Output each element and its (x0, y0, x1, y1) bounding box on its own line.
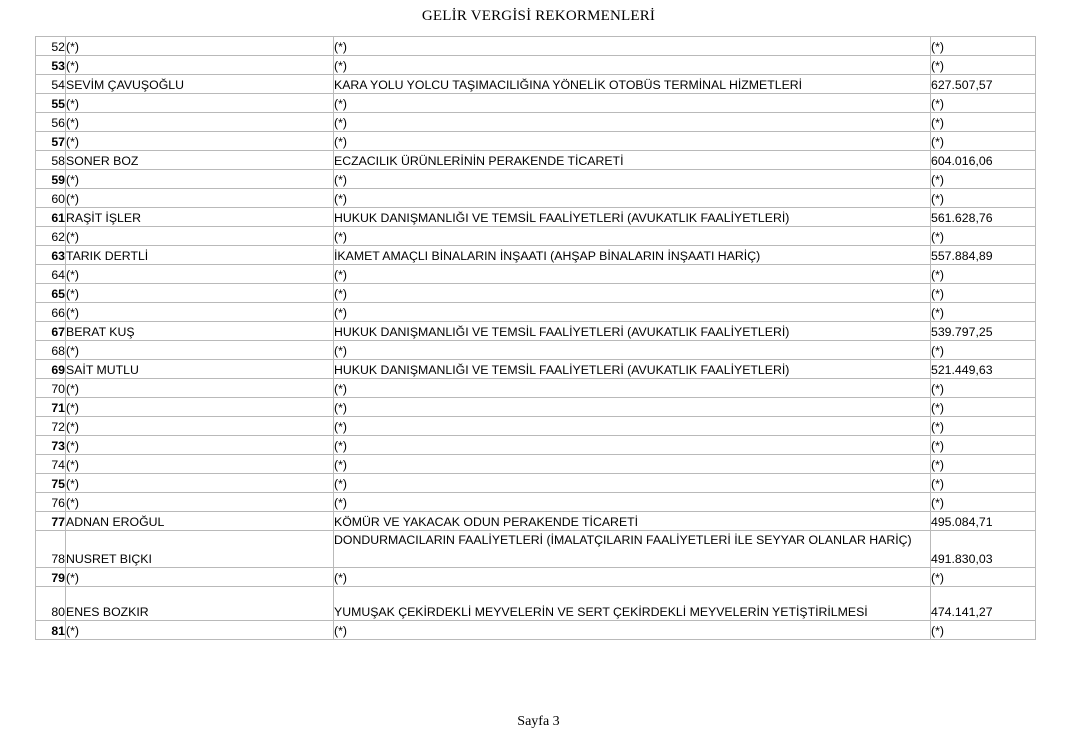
activity-description-cell: (*) (334, 56, 931, 75)
taxpayer-name-cell: TARIK DERTLİ (66, 246, 334, 265)
row-number-cell: 54 (36, 75, 66, 94)
taxpayer-name-cell: (*) (66, 303, 334, 322)
taxpayer-name-cell: ADNAN EROĞUL (66, 512, 334, 531)
activity-description-cell: HUKUK DANIŞMANLIĞI VE TEMSİL FAALİYETLERİ (AVUKATLIK FAALİYETLERİ) (334, 360, 931, 379)
row-number-cell: 59 (36, 170, 66, 189)
tax-amount-cell: (*) (931, 284, 1036, 303)
activity-description-cell: (*) (334, 265, 931, 284)
taxpayer-name-cell: RAŞİT İŞLER (66, 208, 334, 227)
row-number-cell: 62 (36, 227, 66, 246)
row-number-cell: 76 (36, 493, 66, 512)
table-row (36, 265, 1036, 284)
table-row (36, 322, 1036, 341)
row-number-cell: 80 (36, 587, 66, 621)
row-number-cell: 74 (36, 455, 66, 474)
taxpayer-name-cell: (*) (66, 170, 334, 189)
row-number-cell: 52 (36, 37, 66, 56)
table-row (36, 512, 1036, 531)
row-number-cell: 55 (36, 94, 66, 113)
tax-amount-cell: (*) (931, 568, 1036, 587)
taxpayer-name-cell: SONER BOZ (66, 151, 334, 170)
table-row (36, 113, 1036, 132)
records-table (35, 36, 1036, 640)
row-number-cell: 72 (36, 417, 66, 436)
taxpayer-name-cell: (*) (66, 568, 334, 587)
row-number-cell: 68 (36, 341, 66, 360)
taxpayer-name-cell: (*) (66, 436, 334, 455)
activity-description-cell: (*) (334, 170, 931, 189)
tax-amount-cell: (*) (931, 474, 1036, 493)
table-row (36, 417, 1036, 436)
tax-amount-cell: (*) (931, 94, 1036, 113)
table-row (36, 246, 1036, 265)
tax-amount-cell: (*) (931, 341, 1036, 360)
table-row (36, 398, 1036, 417)
activity-description-cell: YUMUŞAK ÇEKİRDEKLİ MEYVELERİN VE SERT ÇEKİRDEKLİ MEYVELERİN YETİŞTİRİLMESİ (334, 587, 931, 621)
tax-amount-cell: (*) (931, 132, 1036, 151)
tax-amount-cell: (*) (931, 265, 1036, 284)
taxpayer-name-cell: (*) (66, 265, 334, 284)
activity-description-cell: (*) (334, 113, 931, 132)
row-number-cell: 66 (36, 303, 66, 322)
row-number-cell: 75 (36, 474, 66, 493)
taxpayer-name-cell: (*) (66, 341, 334, 360)
table-row (36, 493, 1036, 512)
taxpayer-name-cell: (*) (66, 493, 334, 512)
activity-description-cell: (*) (334, 37, 931, 56)
tax-amount-cell: (*) (931, 189, 1036, 208)
row-number-cell: 53 (36, 56, 66, 75)
activity-description-cell: (*) (334, 398, 931, 417)
row-number-cell: 71 (36, 398, 66, 417)
activity-description-cell: (*) (334, 189, 931, 208)
tax-amount-cell: (*) (931, 170, 1036, 189)
table-row (36, 170, 1036, 189)
activity-description-cell: DONDURMACILARIN FAALİYETLERİ (İMALATÇILARIN FAALİYETLERİ İLE SEYYAR OLANLAR HARİÇ) (334, 531, 931, 568)
table-row (36, 587, 1036, 621)
row-number-cell: 69 (36, 360, 66, 379)
row-number-cell: 73 (36, 436, 66, 455)
taxpayer-name-cell: NUSRET BIÇKI (66, 531, 334, 568)
row-number-cell: 56 (36, 113, 66, 132)
row-number-cell: 67 (36, 322, 66, 341)
activity-description-cell: (*) (334, 379, 931, 398)
tax-amount-cell: (*) (931, 621, 1036, 640)
table-row (36, 621, 1036, 640)
taxpayer-name-cell: (*) (66, 379, 334, 398)
activity-description-cell: (*) (334, 303, 931, 322)
table-row (36, 455, 1036, 474)
tax-amount-cell: (*) (931, 455, 1036, 474)
table-row (36, 474, 1036, 493)
tax-amount-cell: 521.449,63 (931, 360, 1036, 379)
tax-amount-cell: 474.141,27 (931, 587, 1036, 621)
table-row (36, 379, 1036, 398)
tax-amount-cell: (*) (931, 56, 1036, 75)
activity-description-cell: (*) (334, 568, 931, 587)
activity-description-cell: KÖMÜR VE YAKACAK ODUN PERAKENDE TİCARETİ (334, 512, 931, 531)
tax-amount-cell: 557.884,89 (931, 246, 1036, 265)
table-row (36, 341, 1036, 360)
tax-amount-cell: 491.830,03 (931, 531, 1036, 568)
table-row (36, 208, 1036, 227)
taxpayer-name-cell: (*) (66, 189, 334, 208)
taxpayer-name-cell: (*) (66, 227, 334, 246)
table-row (36, 531, 1036, 568)
activity-description-cell: ECZACILIK ÜRÜNLERİNİN PERAKENDE TİCARETİ (334, 151, 931, 170)
row-number-cell: 64 (36, 265, 66, 284)
tax-amount-cell: (*) (931, 493, 1036, 512)
taxpayer-name-cell: (*) (66, 621, 334, 640)
tax-amount-cell: (*) (931, 436, 1036, 455)
taxpayer-name-cell: BERAT KUŞ (66, 322, 334, 341)
taxpayer-name-cell: (*) (66, 417, 334, 436)
taxpayer-name-cell: (*) (66, 37, 334, 56)
taxpayer-name-cell: (*) (66, 94, 334, 113)
page-title: GELİR VERGİSİ REKORMENLERİ (421, 8, 656, 24)
activity-description-cell: (*) (334, 474, 931, 493)
tax-amount-cell: (*) (931, 398, 1036, 417)
table-row (36, 56, 1036, 75)
tax-amount-cell: (*) (931, 417, 1036, 436)
tax-amount-cell: (*) (931, 37, 1036, 56)
activity-description-cell: KARA YOLU YOLCU TAŞIMACILIĞINA YÖNELİK OTOBÜS TERMİNAL HİZMETLERİ (334, 75, 931, 94)
activity-description-cell: (*) (334, 621, 931, 640)
taxpayer-name-cell: SAİT MUTLU (66, 360, 334, 379)
activity-description-cell: (*) (334, 341, 931, 360)
tax-amount-cell: (*) (931, 227, 1036, 246)
row-number-cell: 81 (36, 621, 66, 640)
row-number-cell: 57 (36, 132, 66, 151)
table-row (36, 436, 1036, 455)
tax-amount-cell: (*) (931, 113, 1036, 132)
row-number-cell: 70 (36, 379, 66, 398)
activity-description-cell: (*) (334, 132, 931, 151)
tax-amount-cell: 561.628,76 (931, 208, 1036, 227)
row-number-cell: 61 (36, 208, 66, 227)
table-row (36, 568, 1036, 587)
table-row (36, 303, 1036, 322)
table-row (36, 189, 1036, 208)
tax-amount-cell: 627.507,57 (931, 75, 1036, 94)
taxpayer-name-cell: (*) (66, 56, 334, 75)
row-number-cell: 77 (36, 512, 66, 531)
tax-amount-cell: 495.084,71 (931, 512, 1036, 531)
activity-description-cell: (*) (334, 94, 931, 113)
taxpayer-name-cell: (*) (66, 132, 334, 151)
activity-description-cell: (*) (334, 455, 931, 474)
table-row (36, 151, 1036, 170)
activity-description-cell: (*) (334, 227, 931, 246)
activity-description-cell: (*) (334, 436, 931, 455)
taxpayer-name-cell: SEVİM ÇAVUŞOĞLU (66, 75, 334, 94)
row-number-cell: 63 (36, 246, 66, 265)
table-row (36, 75, 1036, 94)
taxpayer-name-cell: (*) (66, 398, 334, 417)
tax-amount-cell: 604.016,06 (931, 151, 1036, 170)
activity-description-cell: HUKUK DANIŞMANLIĞI VE TEMSİL FAALİYETLERİ (AVUKATLIK FAALİYETLERİ) (334, 322, 931, 341)
records-table-body (36, 37, 1036, 640)
tax-amount-cell: (*) (931, 379, 1036, 398)
activity-description-cell: (*) (334, 493, 931, 512)
table-row (36, 37, 1036, 56)
tax-amount-cell: (*) (931, 303, 1036, 322)
row-number-cell: 78 (36, 531, 66, 568)
table-row (36, 227, 1036, 246)
taxpayer-name-cell: (*) (66, 113, 334, 132)
records-table-container (35, 36, 1035, 640)
row-number-cell: 65 (36, 284, 66, 303)
taxpayer-name-cell: (*) (66, 455, 334, 474)
table-row (36, 284, 1036, 303)
row-number-cell: 79 (36, 568, 66, 587)
table-row (36, 132, 1036, 151)
activity-description-cell: (*) (334, 417, 931, 436)
taxpayer-name-cell: ENES BOZKIR (66, 587, 334, 621)
taxpayer-name-cell: (*) (66, 284, 334, 303)
tax-amount-cell: 539.797,25 (931, 322, 1036, 341)
row-number-cell: 58 (36, 151, 66, 170)
activity-description-cell: HUKUK DANIŞMANLIĞI VE TEMSİL FAALİYETLERİ (AVUKATLIK FAALİYETLERİ) (334, 208, 931, 227)
row-number-cell: 60 (36, 189, 66, 208)
page-footer: Sayfa 3 (517, 714, 560, 729)
table-row (36, 360, 1036, 379)
table-row (36, 94, 1036, 113)
taxpayer-name-cell: (*) (66, 474, 334, 493)
activity-description-cell: (*) (334, 284, 931, 303)
activity-description-cell: İKAMET AMAÇLI BİNALARIN İNŞAATI (AHŞAP BİNALARIN İNŞAATI HARİÇ) (334, 246, 931, 265)
